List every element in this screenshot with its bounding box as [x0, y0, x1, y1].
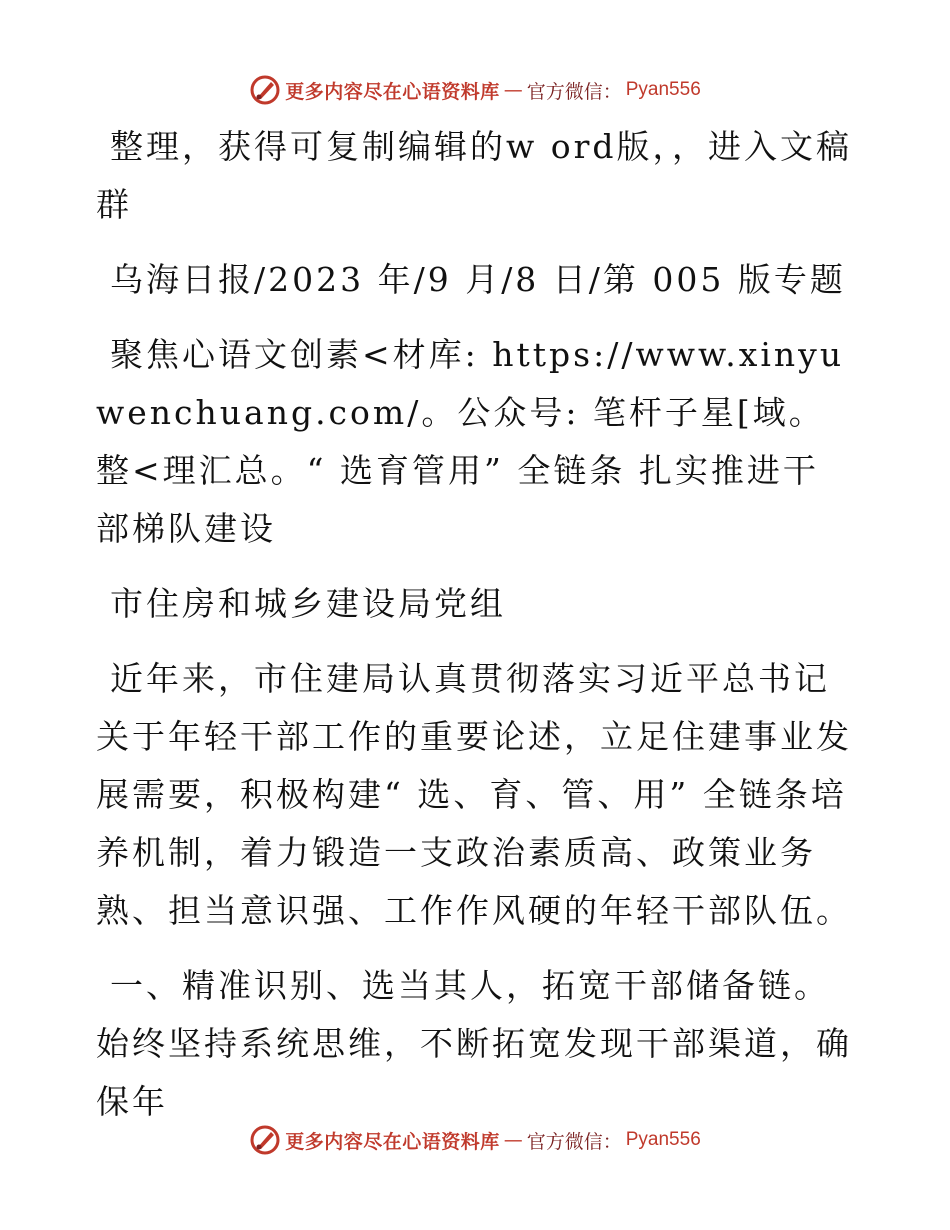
watermark-brand: 更多内容尽在心语资料库 — [285, 1130, 500, 1153]
watermark-brand: 更多内容尽在心语资料库 — [285, 80, 500, 103]
watermark-separator: — — [503, 79, 523, 101]
brush-logo-icon — [249, 74, 281, 106]
paragraph-intro: 整理，获得可复制编辑的w ord版，，进入文稿群 — [96, 127, 853, 224]
watermark-separator: — — [503, 1129, 523, 1151]
brush-logo-icon — [249, 1124, 281, 1156]
header-watermark — [0, 72, 950, 108]
watermark-wechat-id: Pyan556 — [625, 79, 701, 100]
paragraph-body: 近年来，市住建局认真贯彻落实习近平总书记关于年轻干部工作的重要论述，立足住建事业发展需要，积极构建“ 选、育、管、用” 全链条培养机制，着力锻造一支政治素质高、政策业务熟、担当意识强、工作作风硬的年轻干部队伍。 — [96, 659, 852, 930]
watermark-wechat-id: Pyan556 — [625, 1129, 701, 1150]
footer-watermark — [0, 1122, 950, 1158]
document-body — [96, 118, 852, 1131]
paragraph-headline: 聚焦心语文创素<材库: https://www.xinyuwenchuang.com/。公众号: 笔杆子星[域。整<理汇总。“ 选育管用” 全链条 扎实推进干部梯队建设 — [96, 335, 845, 548]
paragraph-author: 市住房和城乡建设局党组 — [110, 584, 506, 623]
watermark-official-label: 官方微信： — [526, 80, 622, 103]
watermark-official-label: 官方微信： — [526, 1130, 622, 1153]
paragraph-source: 乌海日报/2023 年/9 月/8 日/第 005 版专题 — [110, 260, 846, 299]
paragraph-section-one: 一、精准识别、选当其人，拓宽干部储备链。始终坚持系统思维，不断拓宽发现干部渠道，确保年 — [96, 966, 852, 1121]
